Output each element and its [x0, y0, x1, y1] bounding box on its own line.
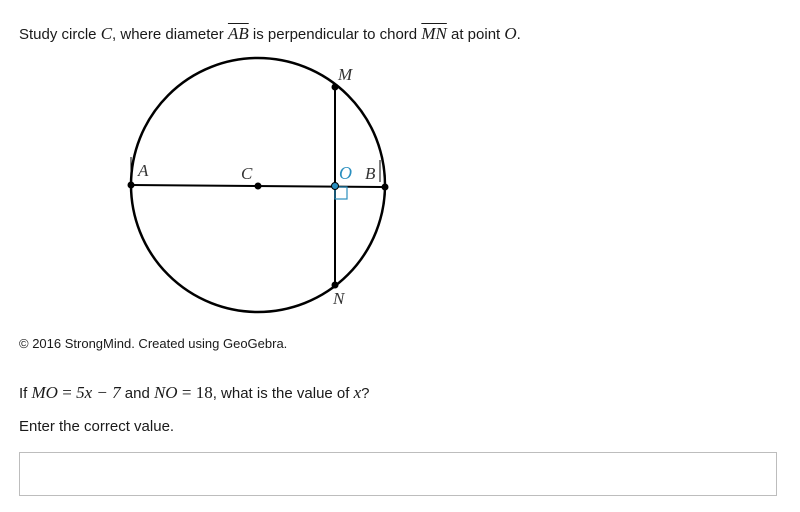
label-a: A — [138, 161, 149, 180]
point-m — [332, 84, 339, 91]
label-b: B — [365, 164, 376, 183]
prompt-text: If MO = 5x − 7 and NO = 18, what is the value of x? — [19, 383, 370, 402]
point-o — [332, 183, 339, 190]
point-c — [255, 183, 262, 190]
circle-name: C — [100, 24, 113, 43]
answer-input[interactable] — [19, 452, 777, 496]
credit-text: © 2016 StrongMind. Created using GeoGebra. — [19, 336, 288, 351]
label-o: O — [339, 163, 352, 183]
question-text: Study circle C, where diameter $\overline{AB}$ is perpendicular to chord $\overline{MN}$ at point O. — [19, 24, 521, 43]
chord-name: $\overline{MN}$ — [421, 24, 447, 43]
label-c: C — [241, 164, 253, 183]
label-m: M — [338, 65, 353, 84]
point-n — [332, 282, 339, 289]
label-n: N — [333, 289, 345, 308]
diameter-name: $\overline{AB}$ — [227, 24, 249, 43]
point-name: O — [504, 24, 517, 43]
point-a — [128, 182, 135, 189]
instruction-text: Enter the correct value. — [19, 418, 175, 435]
point-b — [382, 184, 389, 191]
